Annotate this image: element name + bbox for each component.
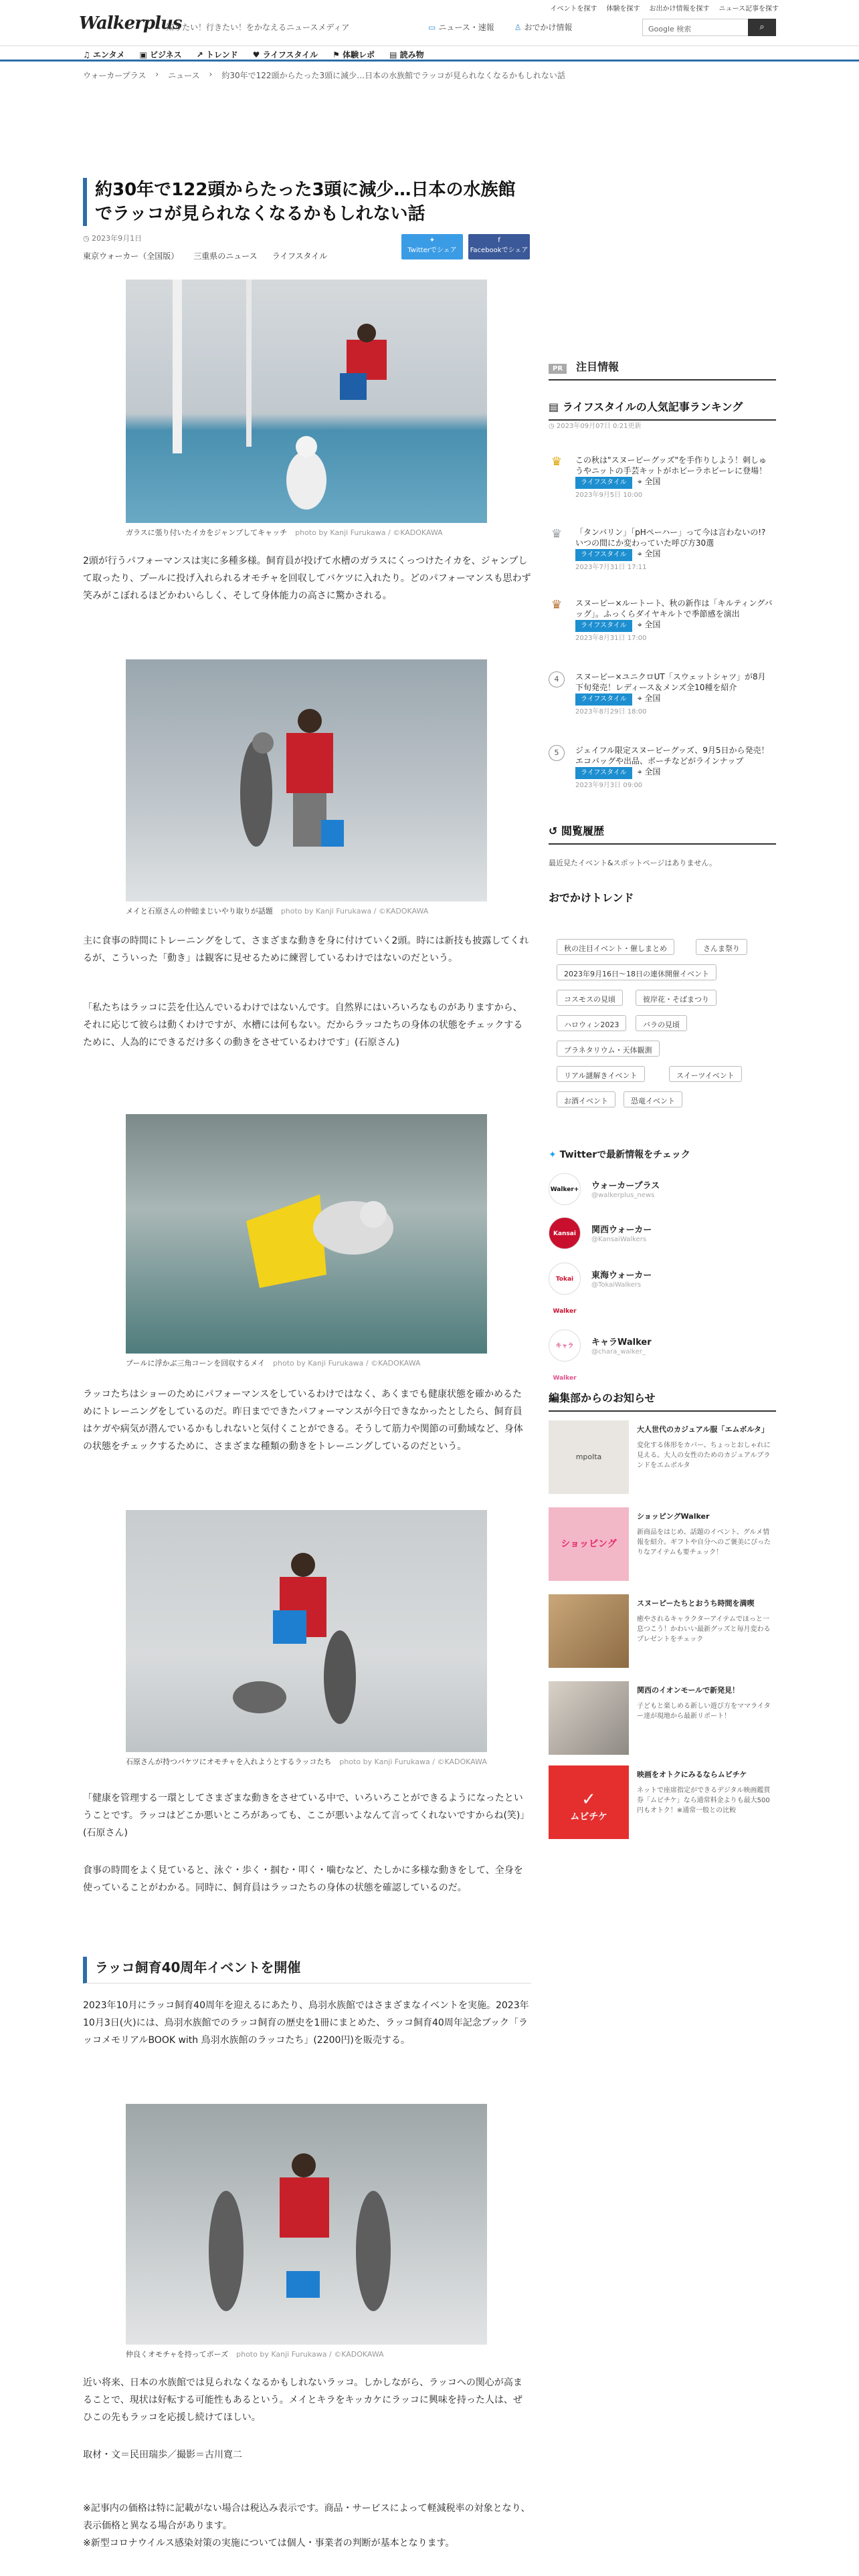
editor-news-item[interactable]: ショッピング ショッピングWalker 新商品をはじめ、話題のイベント、グルメ情報を紹介。ギフトや自分へのご褒美にぴったりなアイテムも要チェック！	[549, 1507, 776, 1581]
tag-link[interactable]: 三重県のニュース	[193, 251, 258, 261]
photo-caption-2: メイと石原さんの仲睦まじいやり取りが話題 photo by Kanji Furukawa / ©KADOKAWA	[126, 907, 429, 916]
breadcrumb	[83, 70, 565, 81]
kansai-walker-logo: Kansai Walker	[549, 1217, 581, 1249]
share-facebook-button[interactable]: f Facebookでシェア	[468, 234, 530, 259]
tokai-walker-logo: Tokai Walker	[549, 1263, 581, 1295]
ranking-item[interactable]: ♛ 「タンバリン」「pHペーハー」って今は言わないの!?いつの間にか変わっていた呼び方30選 ライフスタイル ⌖ 全国 2023年7月31日 17:11	[549, 527, 776, 587]
music-icon: ♫	[83, 50, 90, 60]
facebook-icon: f	[498, 237, 500, 244]
utility-bar	[0, 0, 859, 13]
twitter-account[interactable]: キャラWalker キャラWalker @chara_walker_	[549, 1329, 776, 1363]
twitter-account[interactable]: Walker+ ウォーカープラス @walkerplus_news	[549, 1173, 776, 1206]
editor-news-item[interactable]: ✓ ムビチケ 映画をオトクにみるならムビチケ ネットで座席指定ができるデジタル映画鑑賞券「ムビチケ」なら通常料金よりも最大500円もオトク！※通常一般との比較	[549, 1765, 776, 1839]
article-photo-1	[126, 280, 487, 523]
article-photo-5	[126, 2104, 487, 2345]
trend-chip[interactable]: コスモスの見頃	[557, 990, 623, 1006]
monitor-icon: ▭	[428, 23, 436, 32]
article-subheading: ラッコ飼育40周年イベントを開催	[83, 1957, 531, 1983]
breadcrumb-news[interactable]: ニュース	[168, 71, 200, 80]
heart-icon: ♥	[252, 50, 260, 60]
clock-icon: ◷	[83, 234, 92, 243]
article-photo-2	[126, 659, 487, 901]
twitter-icon: ✦	[429, 237, 436, 244]
rank-number: 5	[549, 745, 565, 761]
photo-caption-3: プールに浮かぶ三角コーンを回収するメイ photo by Kanji Furukawa / ©KADOKAWA	[126, 1359, 421, 1368]
search-icon: ⌕	[759, 22, 765, 32]
article-paragraph: 2頭が行うパフォーマンスは実に多種多様。飼育員が投げて水槽のガラスにくっつけたイカを、ジャンプして取ったり、プールに投げ入れられるオモチャを回収してバケツに入れたり。どのパフォーマンスも思わず笑みがこぼれるほどかわいらしく、そして身体能力の高さに驚かされる。	[83, 556, 531, 601]
crown-gold-icon: ♛	[551, 455, 563, 469]
news-thumbnail: mpolta	[549, 1420, 629, 1494]
article-paragraph: 「健康を管理する一環としてさまざまな動きをさせている中で、いろいろことができるようになったということです。ラッコはどこか悪いところがあっても、ここが悪いよなんて言ってくれないですからね(笑)」(石原さん)	[83, 1793, 530, 1838]
article-paragraph: 近い将来、日本の水族館では見られなくなるかもしれないラッコ。しかしながら、ラッコへの関心が高まることで、現状は好転する可能性もあるという。メイとキラをキッカケにラッコに興味を持った人は、ぜひこの先もラッコを応援し続けてほしい。	[83, 2377, 522, 2423]
ranking-updated: ◷ 2023年09月07日 0:21更新	[549, 423, 642, 430]
search-input[interactable]: Google 検索	[642, 19, 776, 36]
chart-icon: ↗	[196, 50, 203, 60]
crown-silver-icon: ♛	[551, 527, 563, 541]
util-link-outing[interactable]: お出かけ情報を探す	[649, 5, 710, 13]
clock-icon: ◷	[549, 423, 557, 430]
ranking-item[interactable]: 4 スヌーピー×ユニクロUT「スウェットシャツ」が8月下旬発売！レディース＆メンズ全10種を紹介 ライフスタイル ⌖ 全国 2023年8月29日 18:00	[549, 671, 776, 732]
article-title: 約30年で122頭からたった3頭に減少…日本の水族館でラッコが見られなくなるかもしれない話	[83, 178, 531, 226]
trend-chip[interactable]: リアル謎解きイベント	[557, 1066, 645, 1082]
editor-news-item[interactable]: mpolta 大人世代のカジュアル服「エムボルタ」 変化する体形をカバー、ちょっとおしゃれに見える。大人の女性のためのカジュアルブランドをエムボルタ	[549, 1420, 776, 1494]
pin-icon: ⌖	[637, 693, 642, 703]
trend-chip[interactable]: バラの見頃	[636, 1015, 687, 1031]
breadcrumb-home[interactable]: ウォーカープラス	[83, 71, 147, 80]
article-paragraph: 主に食事の時間にトレーニングをして、さまざまな動きを身に付けていく2頭。時には新技も披露してくれるが、こういった「動き」は観客に見せるために練習しているわけではないのだという。	[83, 936, 529, 964]
keeper-otter-illustration	[126, 659, 487, 901]
trend-chip[interactable]: 秋の注目イベント・催しまとめ	[557, 939, 674, 955]
gnav-trend[interactable]: ↗ トレンド	[196, 50, 238, 60]
trend-chip[interactable]: プラネタリウム・天体観測	[557, 1041, 660, 1057]
gnav-report[interactable]: ⚑ 体験レポ	[332, 50, 375, 60]
trend-heading: おでかけトレンド	[549, 891, 634, 904]
gnav-reading[interactable]: ▤ 読み物	[389, 50, 424, 60]
article-paragraph: ラッコたちはショーのためにパフォーマンスをしているわけではなく、あくまでも健康状態を確かめるためにトレーニングをしているのだ。昨日までできたパフォーマンスが今日できなかったとしたら、飼育員はケガや病気が潜んでいるかもしれないと気付くことができる。そうして筋力や関節の可動域など、身体の状態をチェックするために、さまざまな種類の動きをトレーニングしているのだという。	[83, 1389, 523, 1452]
gnav-entertainment[interactable]: ♫ エンタメ	[83, 50, 125, 60]
twitter-bird-icon: ✦	[549, 1150, 560, 1160]
tag-link[interactable]: 東京ウォーカー（全国版）	[83, 251, 179, 261]
news-thumbnail	[549, 1681, 629, 1755]
article-note: ※新型コロナウイルス感染対策の実施については個人・事業者の判断が基本となります。	[83, 2538, 455, 2549]
trend-chip[interactable]: 彼岸花・そばまつり	[636, 990, 717, 1006]
featured-heading: PR 注目情報	[549, 358, 776, 381]
twitter-account[interactable]: Tokai Walker 東海ウォーカー @TokaiWalkers	[549, 1263, 776, 1296]
chevron-right-icon: ›	[209, 70, 213, 79]
news-thumbnail	[549, 1594, 629, 1668]
otters-pose-illustration	[126, 2104, 487, 2345]
ranking-item[interactable]: ♛ この秋は"スヌーピーグッズ"を手作りしよう！刺しゅうやニットの手芸キットがホビーラホビーレに登場！ ライフスタイル ⌖ 全国 2023年9月5日 10:00	[549, 455, 776, 515]
check-icon: ✓	[581, 1790, 596, 1810]
chara-walker-logo: キャラWalker	[549, 1329, 581, 1362]
otters-bucket-illustration	[126, 1510, 487, 1752]
editor-news-item[interactable]: 関西のイオンモールで新発見！ 子どもと楽しめる新しい遊び方をママライター達が現地から最新リポート！	[549, 1681, 776, 1755]
header-nav-news[interactable]: ▭ ニュース・速報	[428, 23, 494, 32]
editor-news-item[interactable]: スヌーピーたちとおうち時間を満喫 癒やされるキャラクターアイテムでほっと一息つこう！かわいい最新グッズと毎月変わるプレゼントをチェック	[549, 1594, 776, 1668]
walkerplus-logo: Walker+	[549, 1173, 581, 1205]
trend-chip[interactable]: 2023年9月16日〜18日の連休開催イベント	[557, 964, 717, 980]
trend-chip[interactable]: さんま祭り	[696, 939, 747, 955]
article-paragraph: 食事の時間をよく見ていると、泳ぐ・歩く・掴む・叩く・噛むなど、たしかに多様な動きをして、全身を使っていることがわかる。同時に、飼育員はラッコたちの身体の状態を確認しているのだ。	[83, 1865, 523, 1893]
share-twitter-button[interactable]: ✦ Twitterでシェア	[401, 234, 463, 259]
trend-chip[interactable]: お酒イベント	[557, 1091, 615, 1107]
photo-caption-5: 仲良くオモチャを持ってポーズ photo by Kanji Furukawa / ©KADOKAWA	[126, 2350, 384, 2359]
photo-caption-4: 石原さんが持つバケツにオモチャを入れようとするラッコたち photo by Kanji Furukawa / ©KADOKAWA	[126, 1757, 487, 1766]
global-nav	[0, 45, 859, 62]
article-note: ※記事内の価格は特に記載がない場合は税込み表示です。商品・サービスによって軽減税率の対象となり、表示価格と異なる場合があります。	[83, 2503, 531, 2531]
site-tagline: 知りたい！行きたい！をかなえるニュースメディア	[166, 23, 350, 32]
book-icon: ▤	[389, 50, 397, 60]
article-paragraph: 「私たちはラッコに芸を仕込んでいるわけではないんです。自然界にはいろいろなものがありますから、それに応じて彼らは動くわけですが、水槽には何もない。だからラッコたちの身体の状態をチェックするために、人為的にできるだけ多くの動きをさせているわけです」(石原さん)	[83, 1002, 523, 1048]
history-empty: 最近見たイベント&スポットページはありません。	[549, 859, 717, 867]
site-logo[interactable]: Walkerplus	[79, 13, 182, 33]
ranking-item[interactable]: 5 ジェイフル限定スヌーピーグッズ、9月5日から発売！エコバッグや出品、ポーチなどがラインナップ ライフスタイル ⌖ 全国 2023年9月3日 09:00	[549, 745, 776, 805]
article-tags	[83, 250, 327, 261]
trend-chip[interactable]: ハロウィン2023	[557, 1015, 626, 1031]
article-date: ◷ 2023年9月1日	[83, 234, 142, 243]
ranking-item[interactable]: ♛ スヌーピー×ルートート、秋の新作は「キルティングバッグ」。ふっくらダイヤキルトで季節感を演出 ライフスタイル ⌖ 全国 2023年8月31日 17:00	[549, 598, 776, 658]
news-thumbnail: ショッピング	[549, 1507, 629, 1581]
person-icon: ♙	[514, 23, 522, 32]
article-photo-3	[126, 1114, 487, 1354]
util-link-experience[interactable]: 体験を探す	[606, 5, 640, 13]
gnav-business[interactable]: ▣ ビジネス	[139, 50, 182, 60]
util-link-events[interactable]: イベントを探す	[550, 5, 597, 13]
rank-number: 4	[549, 671, 565, 687]
header-nav-outing[interactable]: ♙ おでかけ情報	[514, 23, 573, 32]
flag-icon: ⚑	[332, 50, 340, 60]
gnav-lifestyle[interactable]: ♥ ライフスタイル	[252, 50, 318, 60]
article-credits: 取材・文＝民田瑞歩／撮影＝古川寛二	[83, 2450, 242, 2460]
otter-cone-illustration	[126, 1114, 487, 1354]
breadcrumb-current: 約30年で122頭からたった3頭に減少…日本の水族館でラッコが見られなくなるかもしれない話	[221, 71, 565, 80]
photo-caption-1: ガラスに張り付いたイカをジャンプしてキャッチ photo by Kanji Furukawa / ©KADOKAWA	[126, 528, 443, 537]
tag-link[interactable]: ライフスタイル	[272, 251, 328, 261]
editor-heading: 編集部からのお知らせ	[549, 1390, 776, 1412]
twitter-account[interactable]: Kansai Walker 関西ウォーカー @KansaiWalkers	[549, 1217, 776, 1251]
pin-icon: ⌖	[637, 477, 642, 486]
article-paragraph: 2023年10月にラッコ飼育40周年を迎えるにあたり、鳥羽水族館ではさまざまなイベントを実施。2023年10月3日(火)には、鳥羽水族館でのラッコ飼育の歴史を1冊にまとめた、ラッコ飼育40周年記念ブック「ラッコメモリアルBOOK with 鳥羽水族館のラッコたち」(2200円)を販売する。	[83, 2000, 529, 2046]
briefcase-icon: ▣	[139, 50, 147, 60]
pin-icon: ⌖	[637, 549, 642, 558]
site-header	[0, 13, 859, 45]
header-nav	[428, 21, 572, 33]
pr-badge: PR	[549, 364, 567, 374]
pin-icon: ⌖	[637, 767, 642, 776]
trend-chip[interactable]: スイーツイベント	[669, 1066, 742, 1082]
article-photo-4	[126, 1510, 487, 1752]
pin-icon: ⌖	[637, 620, 642, 629]
otter-jump-illustration	[126, 280, 487, 523]
twitter-heading: ✦ Twitterで最新情報をチェック	[549, 1150, 690, 1160]
history-icon: ↺	[549, 825, 561, 837]
trend-chip[interactable]: 恐竜イベント	[624, 1091, 682, 1107]
history-heading: ↺ 閲覧履歴	[549, 823, 776, 845]
crown-bronze-icon: ♛	[551, 598, 563, 612]
chevron-right-icon: ›	[155, 70, 159, 79]
util-link-news[interactable]: ニュース記事を探す	[719, 5, 779, 13]
list-icon: ▤	[549, 401, 563, 413]
news-thumbnail: ✓ ムビチケ	[549, 1765, 629, 1839]
search-button[interactable]	[748, 19, 776, 36]
ranking-heading: ▤ ライフスタイルの人気記事ランキング	[549, 399, 776, 421]
